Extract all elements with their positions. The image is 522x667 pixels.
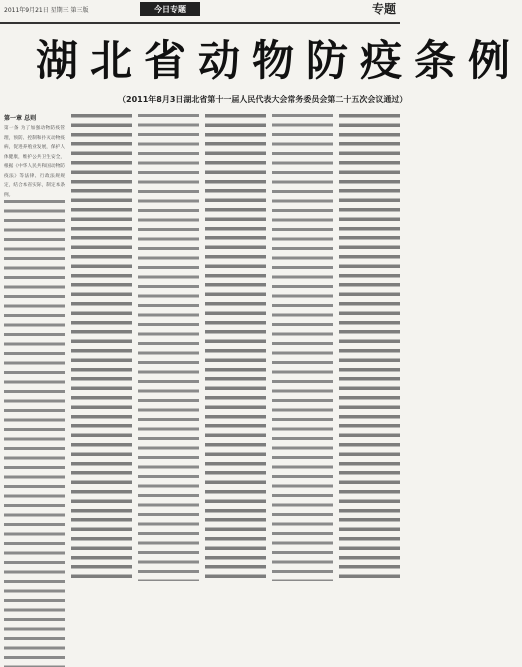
headline: 湖北省动物防疫条例 (36, 36, 522, 85)
issue-date: 2011年9月21日 星期三 第三版 (4, 7, 89, 14)
chapter-heading: 第一章 总则 (4, 115, 37, 122)
article-column (4, 114, 65, 581)
text-lines (71, 114, 132, 581)
section-title: 专题 (371, 2, 396, 16)
article-columns (4, 114, 400, 581)
article-column (71, 114, 132, 581)
article-column (205, 114, 266, 581)
text-lines (138, 114, 199, 581)
text-lines (205, 114, 266, 581)
text-lines (272, 114, 333, 581)
newspaper-logo: 今日专题 (140, 2, 200, 16)
text-lines (339, 114, 400, 581)
article-paragraph: 第一条 为了加强动物防疫管理，预防、控制和扑灭动物疫病，促进养殖业发展，保护人体健康，维护公共卫生安全，根据《中华人民共和国动物防疫法》等法律、行政法规规定，结合本省实际，制定本条例。 (4, 126, 65, 198)
article-column (272, 114, 333, 581)
subheadline: （2011年8月3日湖北省第十一届人民代表大会常务委员会第二十五次会议通过） (118, 95, 408, 104)
page-header (0, 0, 400, 24)
article-column (339, 114, 400, 581)
article-column (138, 114, 199, 581)
text-lines (4, 200, 65, 667)
